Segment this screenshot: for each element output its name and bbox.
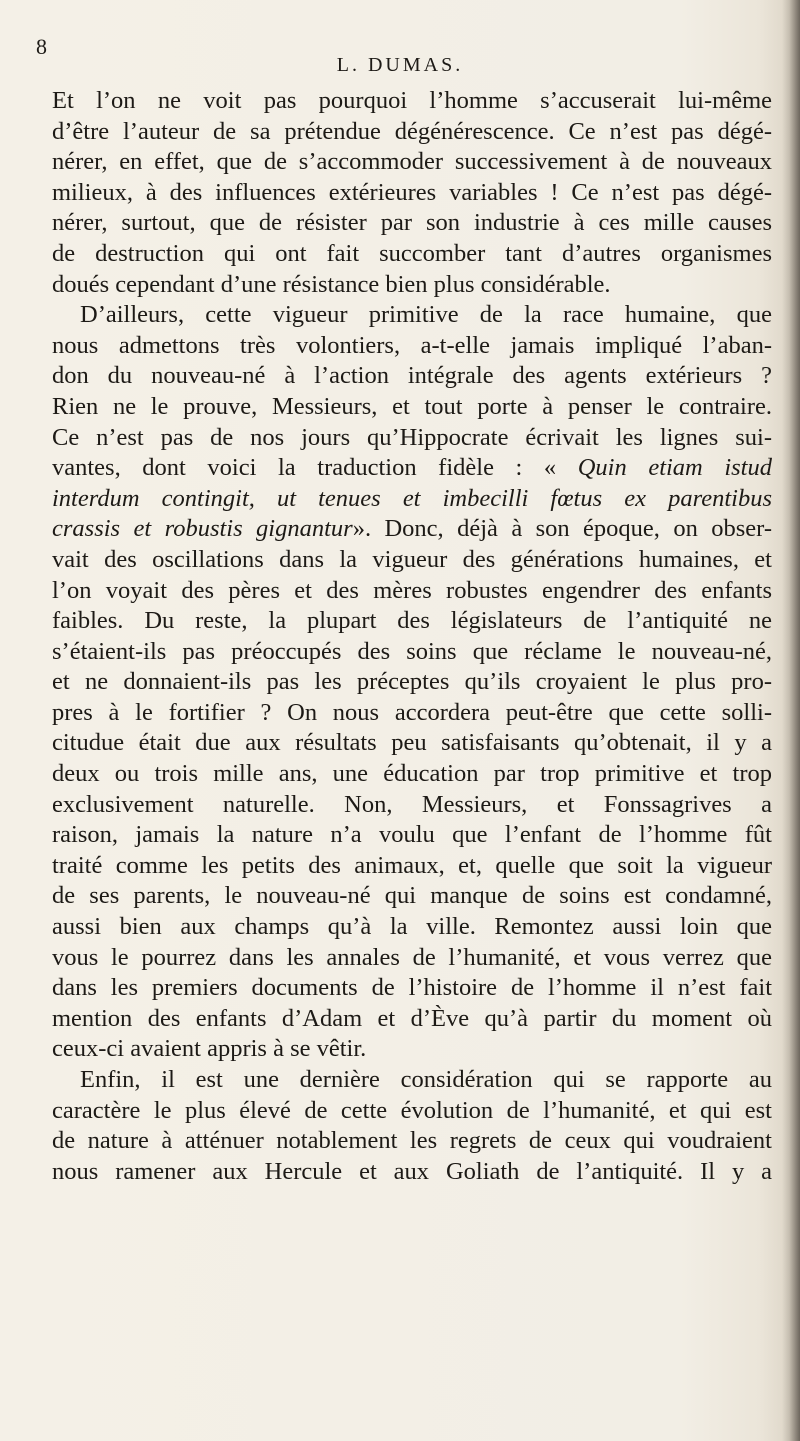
text-line-with-quote [52,514,772,545]
latin-quote-line: interdum contingit, ut tenues et imbecilli fœtus ex parentibus [52,484,772,512]
text-line: deux ou trois mille ans, une éducation par trop primitive et trop [52,760,772,788]
text-line: traité comme les petits des animaux, et, quelle que soit la vigueur [52,851,772,879]
text-line-with-quote [52,453,772,484]
text-line: vait des oscillations dans la vigueur des générations humaines, et [52,545,772,573]
body-text [52,86,772,1187]
latin-quote-fragment: Quin etiam istud [577,454,772,482]
text-line: citudue était due aux résultats peu satisfaisants qu’obtenait, il y a [52,729,772,757]
text-line: l’on voyait des pères et des mères robustes engendrer des enfants [52,576,772,604]
paragraph-start-line: D’ailleurs, cette vigueur primitive de la race humaine, que [80,301,772,329]
text-line: exclusivement naturelle. Non, Messieurs, et Fonssagrives a [52,790,772,818]
text-line: Et l’on ne voit pas pourquoi l’homme s’accuserait lui-même [52,87,772,114]
text-line: de ses parents, le nouveau-né qui manque de soins est condamné, [52,882,772,910]
text-line: nérer, en effet, que de s’accommoder successivement à de nouveaux [52,148,772,176]
text-line: milieux, à des influences extérieures variables ! Ce n’est pas dégé- [52,178,772,206]
text-line: et ne donnaient-ils pas les préceptes qu’ils croyaient le plus pro- [52,668,772,696]
text-line: doués cependant d’une résistance bien plus considérable. [52,270,611,298]
text-line: nous admettons très volontiers, a-t-elle jamais impliqué l’aban- [52,331,772,359]
text-line: Ce n’est pas de nos jours qu’Hippocrate écrivait les lignes sui- [52,423,772,451]
text-line: caractère le plus élevé de cette évolution de l’humanité, et qui est [52,1096,772,1124]
text-line: ceux-ci avaient appris à se vêtir. [52,1035,367,1063]
paragraph-start-line: Enfin, il est une dernière considération qui se rapporte au [80,1066,772,1093]
text-line: aussi bien aux champs qu’à la ville. Remontez aussi loin que [52,913,772,941]
text-line: d’être l’auteur de sa prétendue dégénérescence. Ce n’est pas dégé- [52,117,772,145]
text-line: don du nouveau-né à l’action intégrale des agents extérieurs ? [52,362,772,390]
text-line: faibles. Du reste, la plupart des législateurs de l’antiquité ne [52,607,772,635]
text-line: mention des enfants d’Adam et d’Ève qu’à partir du moment où [52,1004,772,1032]
text-line: nous ramener aux Hercule et aux Goliath de l’antiquité. Il y a [52,1157,772,1185]
text-fragment: vantes, dont voici la traduction fidèle : « [52,454,578,482]
latin-quote-fragment: crassis et robustis gignantur [52,515,353,543]
running-head: L. DUMAS. [336,54,464,76]
page-edge-shadow [782,0,800,1441]
text-line: nérer, surtout, que de résister par son industrie à ces mille causes [52,209,772,237]
text-line: raison, jamais la nature n’a voulu que l’enfant de l’homme fût [52,821,772,849]
text-line: de destruction qui ont fait succomber tant d’autres organismes [52,239,772,267]
text-line: de nature à atténuer notablement les regrets de ceux qui voudraient [52,1127,772,1155]
text-line: s’étaient-ils pas préoccupés des soins que réclame le nouveau-né, [52,637,772,665]
text-line: Rien ne le prouve, Messieurs, et tout porte à penser le contraire. [52,392,772,420]
text-line: vous le pourrez dans les annales de l’humanité, et vous verrez que [52,943,772,971]
text-line: pres à le fortifier ? On nous accordera peut-être que cette solli- [52,698,772,726]
text-line: dans les premiers documents de l’histoire de l’homme il n’est fait [52,974,772,1002]
text-fragment: ». Donc, déjà à son époque, on obser- [352,515,772,543]
page-number: 8 [36,34,48,59]
